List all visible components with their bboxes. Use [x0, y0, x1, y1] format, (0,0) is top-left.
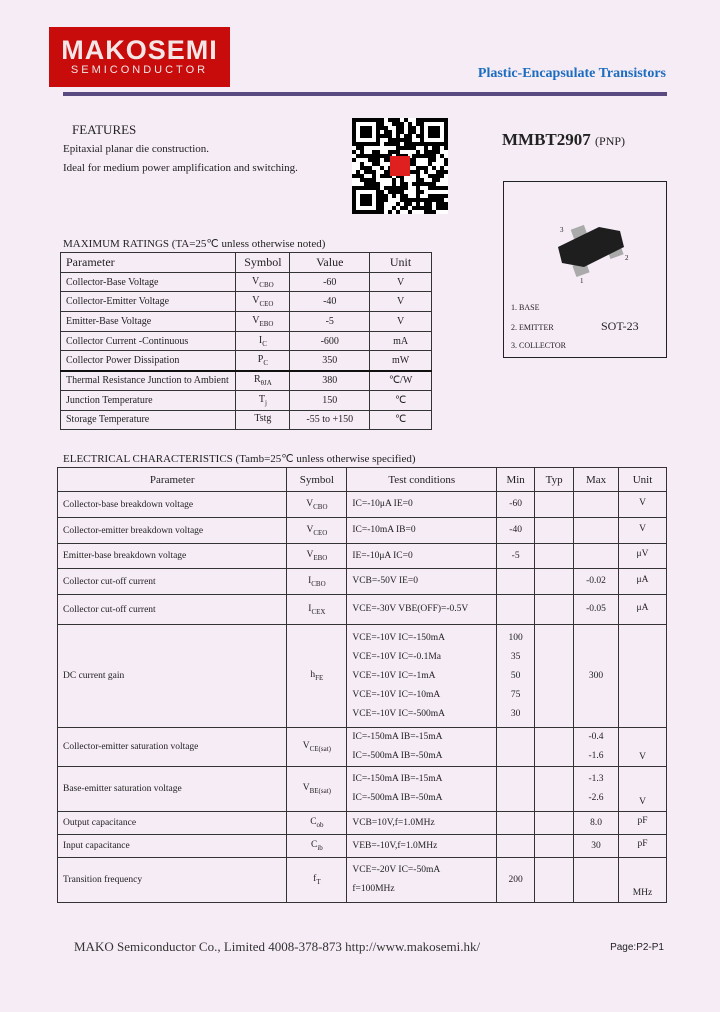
- electrical-table: [57, 467, 667, 903]
- value-cell: -5: [290, 312, 370, 332]
- symbol-cell: [287, 835, 347, 858]
- symbol-subscript: CEO: [259, 300, 274, 309]
- min-line: 100: [508, 632, 523, 643]
- table-header-row: [61, 253, 432, 273]
- symbol-subscript: C: [263, 359, 268, 368]
- min-cell: [497, 544, 535, 569]
- min-line: 200: [508, 874, 523, 885]
- typ-cell: [535, 728, 574, 767]
- table-row: [61, 331, 432, 351]
- parameter-cell: Collector cut-off current: [58, 595, 287, 625]
- max-cell: [574, 595, 619, 625]
- column-header: Symbol: [287, 468, 347, 492]
- symbol-cell: [236, 371, 290, 391]
- symbol-cell: [287, 728, 347, 767]
- symbol-cell: [287, 812, 347, 835]
- typ-cell: [535, 492, 574, 518]
- parameter-cell: Storage Temperature: [61, 410, 236, 430]
- symbol: R: [253, 374, 261, 386]
- column-header: Typ: [535, 468, 574, 492]
- parameter-cell: Collector Current -Continuous: [61, 331, 236, 351]
- condition-line: VCB=-50V IE=0: [352, 576, 419, 586]
- electrical-title: ELECTRICAL CHARACTERISTICS (Tamb=25℃ unless otherwise specified): [63, 453, 416, 465]
- max-cell: [574, 767, 619, 812]
- table-row: [61, 351, 432, 371]
- package-name: SOT-23: [601, 319, 639, 333]
- logo-subtext: SEMICONDUCTOR: [70, 64, 209, 76]
- parameter-cell: Collector cut-off current: [58, 569, 287, 595]
- max-ratings-table: [60, 252, 432, 430]
- table-row: [61, 312, 432, 332]
- typ-cell: [535, 569, 574, 595]
- max-cell: [574, 835, 619, 858]
- qr-code: [352, 118, 448, 214]
- pin-label: 3: [560, 226, 564, 234]
- parameter-cell: Thermal Resistance Junction to Ambient: [61, 371, 236, 391]
- condition-line: IC=-500mA IB=-50mA: [352, 751, 443, 761]
- table-row: [58, 595, 667, 625]
- symbol: V: [252, 295, 260, 307]
- condition-cell: [347, 767, 497, 812]
- max-line: -0.05: [586, 604, 606, 614]
- symbol-cell: [236, 390, 290, 410]
- symbol-cell: [287, 858, 347, 903]
- condition-cell: [347, 625, 497, 728]
- unit-cell: pF: [619, 835, 667, 858]
- part-number: [502, 130, 625, 150]
- symbol: V: [306, 550, 314, 561]
- value-cell: 150: [290, 390, 370, 410]
- min-line: 35: [510, 651, 521, 662]
- column-header: Test conditions: [347, 468, 497, 492]
- parameter-cell: Junction Temperature: [61, 390, 236, 410]
- min-line: 50: [510, 670, 521, 681]
- unit-cell: ℃: [370, 390, 432, 410]
- condition-cell: [347, 728, 497, 767]
- column-header: Parameter: [58, 468, 287, 492]
- symbol-subscript: BE(sat): [309, 786, 331, 795]
- condition-line: VCE=-10V IC=-10mA: [352, 689, 441, 700]
- max-cell: [574, 812, 619, 835]
- table-row: [58, 569, 667, 595]
- part-type: (PNP): [595, 134, 626, 148]
- condition-line: VCE=-20V IC=-50mA: [352, 865, 441, 875]
- typ-cell: [535, 625, 574, 728]
- condition-line: VCE=-10V IC=-1mA: [352, 670, 436, 681]
- max-cell: [574, 544, 619, 569]
- value-cell: -60: [290, 272, 370, 292]
- max-cell: [574, 625, 619, 728]
- value-cell: 380: [290, 371, 370, 391]
- condition-line: VCB=10V,f=1.0MHz: [352, 817, 435, 828]
- parameter-cell: Collector-Base Voltage: [61, 272, 236, 292]
- column-header: Min: [497, 468, 535, 492]
- parameter-cell: Emitter-base breakdown voltage: [58, 544, 287, 569]
- symbol-cell: [236, 331, 290, 351]
- table-row: [61, 410, 432, 430]
- footer-text: MAKO Semiconductor Co., Limited 4008-378-873 http://www.makosemi.hk/: [74, 939, 481, 954]
- condition-cell: [347, 544, 497, 569]
- max-cell: [574, 492, 619, 518]
- max-line: -0.4: [588, 732, 604, 742]
- symbol: Tstg: [254, 413, 272, 425]
- unit-cell: V: [370, 292, 432, 312]
- header-divider: [63, 92, 667, 96]
- min-cell: [497, 858, 535, 903]
- symbol: V: [252, 314, 260, 326]
- condition-cell: [347, 835, 497, 858]
- min-cell: [497, 595, 535, 625]
- table-row: [58, 812, 667, 835]
- symbol-cell: [236, 351, 290, 371]
- typ-cell: [535, 518, 574, 544]
- unit-cell: V: [619, 728, 667, 767]
- symbol: V: [302, 783, 310, 794]
- symbol-subscript: CEO: [313, 528, 328, 537]
- condition-line: VCE=-30V VBE(OFF)=-0.5V: [352, 604, 469, 614]
- symbol: I: [308, 575, 312, 586]
- symbol-subscript: EBO: [259, 319, 274, 328]
- unit-cell: [619, 625, 667, 728]
- symbol-subscript: CEX: [311, 607, 326, 616]
- symbol-subscript: θJA: [260, 379, 272, 388]
- symbol: T: [258, 393, 265, 405]
- parameter-cell: Collector-base breakdown voltage: [58, 492, 287, 518]
- condition-cell: [347, 569, 497, 595]
- condition-line: IC=-10μA IE=0: [352, 499, 413, 509]
- condition-line: f=100MHz: [352, 884, 395, 894]
- parameter-cell: Transition frequency: [58, 858, 287, 903]
- symbol-cell: [287, 492, 347, 518]
- value-cell: -600: [290, 331, 370, 351]
- typ-cell: [535, 595, 574, 625]
- unit-cell: μA: [619, 569, 667, 595]
- table-row: [58, 544, 667, 569]
- symbol-cell: [287, 569, 347, 595]
- table-row: [58, 858, 667, 903]
- table-row: [58, 625, 667, 728]
- condition-cell: [347, 518, 497, 544]
- column-header: Max: [574, 468, 619, 492]
- table-row: [58, 835, 667, 858]
- unit-cell: MHz: [619, 858, 667, 903]
- symbol: f: [313, 874, 317, 885]
- symbol-cell: [287, 595, 347, 625]
- typ-cell: [535, 767, 574, 812]
- max-line: -1.6: [588, 751, 604, 761]
- feature-item: Epitaxial planar die construction.: [63, 143, 210, 155]
- symbol: V: [306, 498, 314, 509]
- max-line: -0.02: [586, 576, 606, 586]
- logo-text: MAKOSEMI: [61, 35, 218, 65]
- unit-cell: pF: [619, 812, 667, 835]
- symbol-cell: [236, 292, 290, 312]
- symbol-cell: [287, 518, 347, 544]
- company-logo: [49, 27, 230, 87]
- column-header: Unit: [370, 253, 432, 273]
- unit-cell: μV: [619, 544, 667, 569]
- pin-desc: 2. EMITTER: [511, 323, 554, 332]
- unit-cell: V: [619, 492, 667, 518]
- typ-cell: [535, 858, 574, 903]
- value-cell: -40: [290, 292, 370, 312]
- condition-line: VCE=-10V IC=-150mA: [352, 632, 445, 643]
- column-header: Parameter: [61, 253, 236, 273]
- feature-item: Ideal for medium power amplification and switching.: [63, 162, 298, 174]
- table-row: [61, 390, 432, 410]
- parameter-cell: Collector-emitter breakdown voltage: [58, 518, 287, 544]
- unit-cell: mW: [370, 351, 432, 371]
- symbol: h: [310, 670, 316, 681]
- value-cell: -55 to +150: [290, 410, 370, 430]
- column-header: Unit: [619, 468, 667, 492]
- max-line: -1.3: [588, 774, 604, 784]
- condition-line: IE=-10μA IC=0: [352, 550, 413, 561]
- parameter-cell: Emitter-Base Voltage: [61, 312, 236, 332]
- typ-cell: [535, 812, 574, 835]
- max-ratings-title: MAXIMUM RATINGS (TA=25℃ unless otherwise noted): [63, 238, 326, 250]
- condition-cell: [347, 858, 497, 903]
- parameter-cell: Input capacitance: [58, 835, 287, 858]
- min-line: 75: [510, 689, 521, 700]
- symbol: I: [258, 334, 263, 346]
- column-header: Symbol: [236, 253, 290, 273]
- min-cell: [497, 728, 535, 767]
- min-cell: [497, 518, 535, 544]
- symbol-cell: [287, 544, 347, 569]
- symbol: C: [310, 840, 318, 851]
- symbol-subscript: T: [316, 877, 321, 886]
- symbol-subscript: EBO: [313, 553, 328, 562]
- symbol: P: [257, 354, 264, 366]
- parameter-cell: Collector-Emitter Voltage: [61, 292, 236, 312]
- unit-cell: ℃: [370, 410, 432, 430]
- unit-cell: V: [370, 272, 432, 292]
- symbol: I: [308, 603, 312, 614]
- pin-desc: 3. COLLECTOR: [511, 341, 566, 350]
- parameter-cell: Base-emitter saturation voltage: [58, 767, 287, 812]
- max-cell: [574, 518, 619, 544]
- max-cell: [574, 728, 619, 767]
- table-row: [58, 728, 667, 767]
- parameter-cell: Collector Power Dissipation: [61, 351, 236, 371]
- symbol-cell: [236, 410, 290, 430]
- symbol-subscript: j: [264, 398, 267, 407]
- min-cell: [497, 835, 535, 858]
- min-cell: [497, 569, 535, 595]
- condition-line: IC=-500mA IB=-50mA: [352, 793, 443, 803]
- min-line: -60: [509, 499, 522, 509]
- package-diagram: [503, 181, 667, 358]
- symbol-subscript: CE(sat): [309, 744, 331, 753]
- unit-cell: μA: [619, 595, 667, 625]
- symbol-subscript: FE: [315, 673, 324, 682]
- unit-cell: V: [619, 518, 667, 544]
- pin-desc: 1. BASE: [511, 303, 540, 312]
- max-line: 300: [588, 670, 604, 681]
- table-row: [58, 518, 667, 544]
- typ-cell: [535, 835, 574, 858]
- value-cell: 350: [290, 351, 370, 371]
- features-title: FEATURES: [72, 122, 137, 137]
- table-row: [61, 292, 432, 312]
- min-cell: [497, 492, 535, 518]
- parameter-cell: Output capacitance: [58, 812, 287, 835]
- pin-label: 1: [580, 277, 584, 285]
- table-row: [61, 272, 432, 292]
- condition-line: VCE=-10V IC=-0.1Ma: [352, 651, 441, 662]
- condition-line: VEB=-10V,f=1.0MHz: [352, 840, 438, 851]
- pin-label: 2: [625, 254, 629, 262]
- symbol-subscript: ob: [316, 820, 324, 829]
- symbol-cell: [236, 272, 290, 292]
- table-row: [58, 767, 667, 812]
- condition-line: IC=-150mA IB=-15mA: [352, 732, 443, 742]
- unit-cell: V: [619, 767, 667, 812]
- part-number-text: MMBT2907: [502, 130, 591, 149]
- unit-cell: V: [370, 312, 432, 332]
- table-row: [58, 492, 667, 518]
- condition-cell: [347, 492, 497, 518]
- typ-cell: [535, 544, 574, 569]
- max-line: -2.6: [588, 793, 604, 803]
- symbol-subscript: CBO: [313, 502, 328, 511]
- max-line: 8.0: [590, 817, 602, 828]
- max-cell: [574, 569, 619, 595]
- condition-line: VCE=-10V IC=-500mA: [352, 708, 445, 719]
- min-line: -5: [511, 550, 520, 561]
- symbol-cell: [287, 625, 347, 728]
- parameter-cell: Collector-emitter saturation voltage: [58, 728, 287, 767]
- condition-line: IC=-150mA IB=-15mA: [352, 774, 443, 784]
- symbol-subscript: CBO: [259, 280, 274, 289]
- symbol-cell: [236, 312, 290, 332]
- table-header-row: [58, 468, 667, 492]
- table-row: [61, 371, 432, 391]
- symbol-subscript: ib: [317, 843, 323, 852]
- unit-cell: mA: [370, 331, 432, 351]
- min-line: -40: [509, 525, 522, 535]
- condition-line: IC=-10mA IB=0: [352, 525, 416, 535]
- min-cell: [497, 812, 535, 835]
- document-category: Plastic-Encapsulate Transistors: [477, 66, 666, 81]
- max-cell: [574, 858, 619, 903]
- min-cell: [497, 625, 535, 728]
- symbol-cell: [287, 767, 347, 812]
- symbol-subscript: CBO: [311, 579, 326, 588]
- symbol: V: [306, 524, 314, 535]
- symbol: V: [302, 741, 310, 752]
- symbol: C: [310, 817, 317, 828]
- parameter-cell: DC current gain: [58, 625, 287, 728]
- max-line: 30: [591, 840, 601, 851]
- symbol-subscript: C: [262, 339, 267, 348]
- sot23-package-icon: [544, 217, 634, 287]
- condition-cell: [347, 595, 497, 625]
- condition-cell: [347, 812, 497, 835]
- min-line: 30: [510, 708, 521, 719]
- symbol: V: [252, 275, 260, 287]
- min-cell: [497, 767, 535, 812]
- unit-cell: ℃/W: [370, 371, 432, 391]
- page-number: Page:P2-P1: [610, 942, 664, 953]
- column-header: Value: [290, 253, 370, 273]
